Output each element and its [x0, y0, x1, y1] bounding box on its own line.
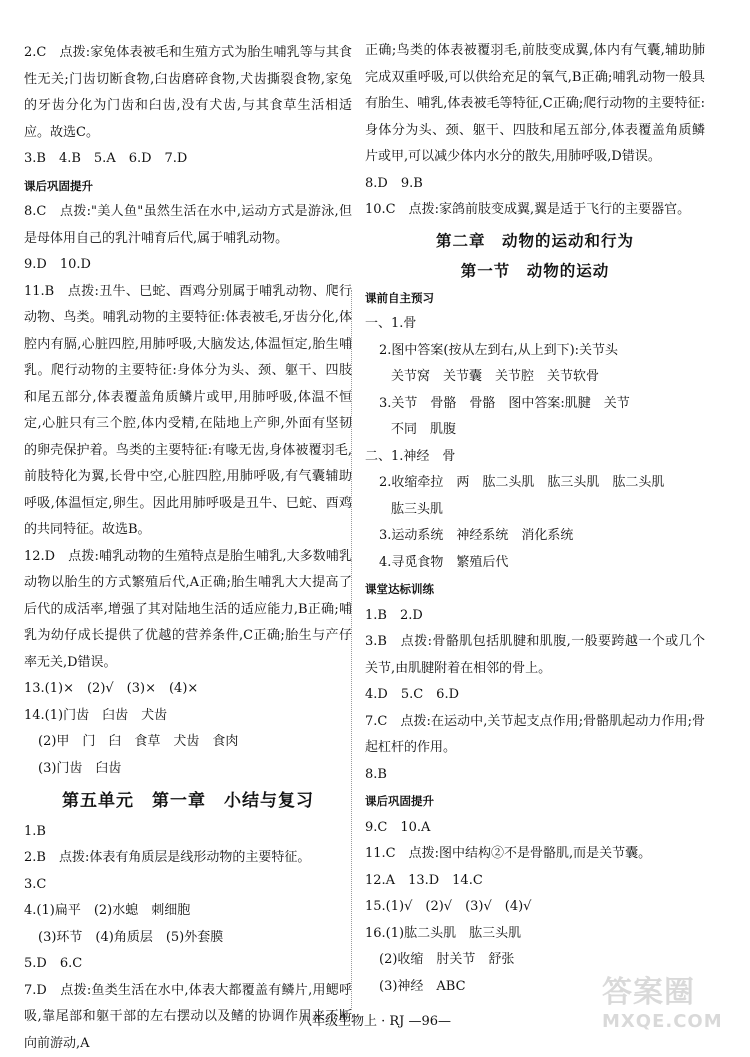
chapter-title: 第五单元 第一章 小结与复习: [24, 788, 352, 815]
answer-subline: (3)门齿 臼齿: [24, 756, 352, 783]
answer-line: 二、1.神经 骨: [365, 444, 705, 471]
watermark-logo: [602, 967, 732, 1037]
answer-paragraph: 3.B 点拨:骨骼肌包括肌腱和肌腹,一般要跨越一个或几个关节,由肌腱附着在相邻的骨上。: [365, 629, 705, 682]
right-column: [365, 38, 705, 1000]
answer-line: 3.B 4.B 5.A 6.D 7.D: [24, 146, 352, 173]
answer-line: 一、1.骨: [365, 311, 705, 338]
answer-line: 10.C 点拨:家鸽前肢变成翼,翼是适于飞行的主要器官。: [365, 197, 705, 224]
section-heading: 课后巩固提升: [24, 173, 352, 200]
answer-subline: 2.收缩牵拉 两 肱二头肌 肱三头肌 肱二头肌: [365, 470, 705, 497]
chapter-title: 第二章 动物的运动和行为: [365, 228, 705, 255]
answer-line: 1.B: [24, 819, 352, 846]
answer-line: 9.D 10.D: [24, 252, 352, 279]
answer-subline: (2)甲 门 臼 食草 犬齿 食肉: [24, 729, 352, 756]
answer-subline: (2)收缩 肘关节 舒张: [365, 947, 705, 974]
answer-line: 16.(1)肱二头肌 肱三头肌: [365, 921, 705, 948]
answer-paragraph: 7.C 点拨:在运动中,关节起支点作用;骨骼肌起动力作用;骨起杠杆的作用。: [365, 709, 705, 762]
answer-line: 2.B 点拨:体表有角质层是线形动物的主要特征。: [24, 845, 352, 872]
left-column: [24, 0, 352, 1057]
answer-line: 5.D 6.C: [24, 951, 352, 978]
chapter-title: 第一节 动物的运动: [365, 258, 705, 285]
answer-line: 8.B: [365, 762, 705, 789]
answer-line: 4.(1)扁平 (2)水螅 刺细胞: [24, 898, 352, 925]
column-divider: [351, 290, 352, 1010]
answer-line: 12.A 13.D 14.C: [365, 868, 705, 895]
answer-paragraph: 正确;鸟类的体表被覆羽毛,前肢变成翼,体内有气囊,辅助肺完成双重呼吸,可以供给充足的氧气,B正确;哺乳动物一般具有胎生、哺乳,体表被毛等特征,C正确;爬行动物的主要特征:身体分为头、颈、躯干、四肢和尾五部分,体表覆盖角质鳞片或甲,可以减少体内水分的散失,用肺呼吸,D错误。: [365, 38, 705, 171]
answer-subline: (3)环节 (4)角质层 (5)外套膜: [24, 925, 352, 952]
answer-subline: 关节窝 关节囊 关节腔 关节软骨: [365, 364, 705, 391]
answer-subline: 肱三头肌: [365, 497, 705, 524]
answer-paragraph: 11.B 点拨:丑牛、巳蛇、酉鸡分别属于哺乳动物、爬行动物、鸟类。哺乳动物的主要特征:体表被毛,牙齿分化,体腔内有膈,心脏四腔,用肺呼吸,大脑发达,体温恒定,胎生哺乳。爬行动物的主要特征:身体分为头、颈、躯干、四肢和尾五部分,体表覆盖角质鳞片或甲,用肺呼吸,体温不恒定,心脏只有三个腔,体内受精,在陆地上产卵,外面有坚韧的卵壳保护着。鸟类的主要特征:有喙无齿,身体被覆羽毛,前肢特化为翼,长骨中空,心脏四腔,用肺呼吸,有气囊辅助呼吸,体温恒定,卵生。因此用肺呼吸是丑牛、巳蛇、酉鸡的共同特征。故选B。: [24, 279, 352, 544]
answer-line: 15.(1)√ (2)√ (3)√ (4)√: [365, 894, 705, 921]
answer-line: 14.(1)门齿 臼齿 犬齿: [24, 703, 352, 730]
answer-paragraph: 7.D 点拨:鱼类生活在水中,体表大都覆盖有鳞片,用鳃呼吸,靠尾部和躯干部的左右摆动以及鳍的协调作用来不断向前游动,A: [24, 978, 352, 1057]
answer-subline: 3.运动系统 神经系统 消化系统: [365, 523, 705, 550]
answer-subline: 3.关节 骨骼 骨骼 图中答案:肌腱 关节: [365, 391, 705, 418]
answer-line: 3.C: [24, 872, 352, 899]
answer-line: 1.B 2.D: [365, 603, 705, 630]
answer-line: 4.D 5.C 6.D: [365, 682, 705, 709]
answer-paragraph: 12.D 点拨:哺乳动物的生殖特点是胎生哺乳,大多数哺乳动物以胎生的方式繁殖后代,A正确;胎生哺乳大大提高了后代的成活率,增强了其对陆地生活的适应能力,B正确;哺乳为幼仔成长提供了优越的营养条件,C正确;胎生与产仔率无关,D错误。: [24, 544, 352, 677]
section-heading: 课前自主预习: [365, 285, 705, 312]
answer-subline: 4.寻觅食物 繁殖后代: [365, 550, 705, 577]
answer-subline: 不同 肌腹: [365, 417, 705, 444]
answer-paragraph: 2.C 点拨:家兔体表被毛和生殖方式为胎生哺乳等与其食性无关;门齿切断食物,臼齿磨碎食物,犬齿撕裂食物,家兔的牙齿分化为门齿和臼齿,没有犬齿,与其食草生活相适应。故选C。: [24, 40, 352, 146]
answer-paragraph: 8.C 点拨:"美人鱼"虽然生活在水中,运动方式是游泳,但是母体用自己的乳汁哺育后代,属于哺乳动物。: [24, 199, 352, 252]
section-heading: 课后巩固提升: [365, 788, 705, 815]
section-heading: 课堂达标训练: [365, 576, 705, 603]
answer-subline: 2.图中答案(按从左到右,从上到下):关节头: [365, 338, 705, 365]
watermark-line-1: 答案圈: [602, 967, 732, 1011]
page-footer: 八年级生物上 · RJ —96—: [0, 1010, 750, 1029]
answer-line: 8.D 9.B: [365, 171, 705, 198]
answer-line: 9.C 10.A: [365, 815, 705, 842]
answer-subline: (3)神经 ABC: [365, 974, 705, 1001]
watermark-line-2: MXQE.COM: [602, 1011, 732, 1032]
answer-line: 13.(1)× (2)√ (3)× (4)×: [24, 676, 352, 703]
answer-line: 11.C 点拨:图中结构②不是骨骼肌,而是关节囊。: [365, 841, 705, 868]
